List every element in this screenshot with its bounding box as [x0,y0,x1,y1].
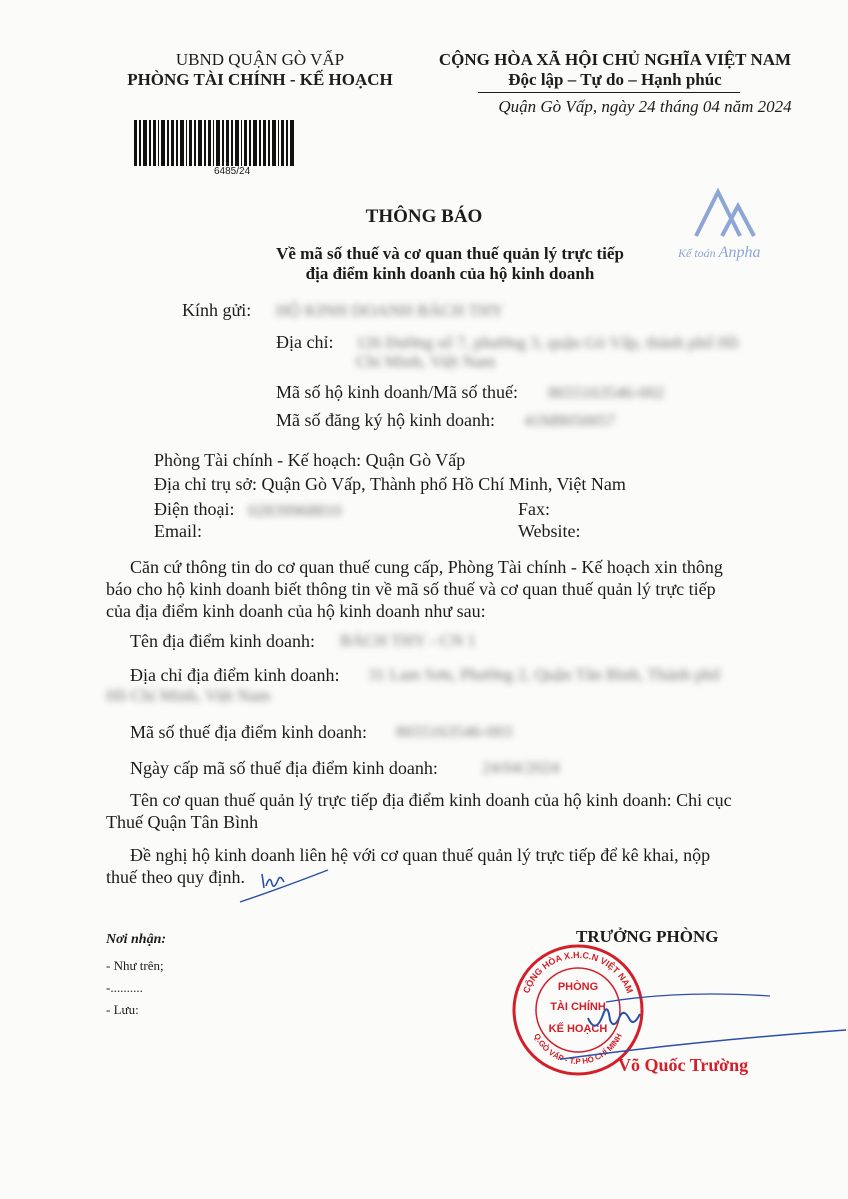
receiver-item-2: -.......... [106,980,143,995]
recipient-tax-label: Mã số hộ kinh doanh/Mã số thuế: [276,382,518,402]
location-address-wrap-1 [368,665,720,685]
motto-underline [478,92,740,93]
intro-line-1: Căn cứ thông tin do cơ quan thuế cung cấp, Phòng Tài chính - Kế hoạch xin thông [130,557,723,577]
signer-name: Võ Quốc Trường [618,1055,749,1075]
recipient-tax-wrap [548,383,664,403]
stamp-ring-top: CỘNG HÒA X.H.C.N VIỆT NAM [521,949,635,995]
document-subtitle-1: Về mã số thuế và cơ quan thuế quản lý trực tiếp [276,244,624,263]
receivers-title: Nơi nhận: [106,932,167,947]
recipient-reg-wrap [524,411,616,431]
document-subtitle-2: địa điểm kinh doanh của hộ kinh doanh [305,264,595,283]
document-title: THÔNG BÁO [365,206,483,227]
receiver-item-1: - Như trên; [106,958,164,973]
initials-mark [236,860,336,911]
request-line-1: Đề nghị hộ kinh doanh liên hệ với cơ quan thuế quản lý trực tiếp để kê khai, nộp [130,845,711,865]
stamp-line-2: TÀI CHÍNH [550,1001,606,1013]
issuing-department: PHÒNG TÀI CHÍNH - KẾ HOẠCH [127,70,393,89]
office-phone-label: Điện thoại: [154,499,235,519]
barcode-number: 6485/24 [214,166,251,177]
watermark-text-left: Kế toán [678,246,716,260]
location-tax-value: 8655163546-003 [396,722,513,741]
receiver-item-3: - Lưu: [106,1002,139,1017]
location-name-wrap [340,631,476,651]
location-address-line2: Hồ Chí Minh, Việt Nam [106,686,271,705]
intro-line-3: của địa điểm kinh doanh của hộ kinh doanh như sau: [106,601,486,621]
office-website-label: Website: [518,521,581,541]
recipient-name: HỘ KINH DOANH BÁCH THY [276,301,504,320]
recipient-label: Kính gửi: [182,300,252,320]
recipient-address-line2: Chí Minh, Việt Nam [356,352,496,371]
stamp-line-3: KẾ HOẠCH [548,1023,608,1035]
stamp-line-1: PHÒNG [557,981,599,993]
recipient-address-label: Địa chỉ: [276,332,334,352]
office-phone-wrap [248,501,342,521]
intro-line-2: báo cho hộ kinh doanh biết thông tin về mã số thuế và cơ quan thuế quản lý trực tiếp [106,579,716,599]
tax-issue-date-value: 24/04/2024 [482,758,560,777]
place-date: Quận Gò Vấp, ngày 24 tháng 04 năm 2024 [498,97,792,116]
office-address: Địa chỉ trụ sở: Quận Gò Vấp, Thành phố Hồ Chí Minh, Việt Nam [154,474,626,494]
office-fax-label: Fax: [518,499,551,519]
tax-authority-line-2: Thuế Quận Tân Bình [106,812,259,832]
recipient-value-wrap [276,301,503,321]
request-line-2: thuế theo quy định. [106,867,245,887]
recipient-address-wrap-1 [356,333,739,353]
recipient-tax-value: 8655163546-002 [548,383,665,402]
signer-title: TRƯỞNG PHÒNG [576,927,719,946]
tax-issue-date-label: Ngày cấp mã số thuế địa điểm kinh doanh: [130,758,438,778]
stamp-ring-bottom: Q.GÒ VẤP - T.P HỒ CHÍ MINH [532,1032,624,1067]
location-tax-label: Mã số thuế địa điểm kinh doanh: [130,722,367,742]
location-address-wrap-2 [106,686,270,706]
office-name: Phòng Tài chính - Kế hoạch: Quận Gò Vấp [154,450,466,470]
barcode [134,120,294,171]
office-email-label: Email: [154,521,202,541]
tax-authority-line-1: Tên cơ quan thuế quản lý trực tiếp địa điểm kinh doanh của hộ kinh doanh: Chi cục [130,790,732,810]
location-address-label: Địa chỉ địa điểm kinh doanh: [130,665,340,685]
recipient-address-line1: 126 Đường số 7, phường 3, quận Gò Vấp, thành phố Hồ [356,333,739,352]
office-phone-value: 02839968810 [248,501,342,520]
recipient-reg-label: Mã số đăng ký hộ kinh doanh: [276,410,495,430]
location-address-line1: 31 Lam Sơn, Phường 2, Quận Tân Bình, Thành phố [368,665,721,684]
recipient-reg-value: 41M8050057 [524,411,616,430]
national-motto: Độc lập – Tự do – Hạnh phúc [508,70,722,89]
location-tax-wrap [396,722,512,742]
issuing-authority: UBND QUẬN GÒ VẤP [175,50,345,69]
location-name-value: BÁCH THY - CN 1 [340,631,477,650]
watermark-text-right: Anpha [718,244,761,261]
country-name: CỘNG HÒA XÃ HỘI CHỦ NGHĨA VIỆT NAM [438,50,792,69]
recipient-address-wrap-2 [356,352,495,372]
tax-issue-date-wrap [482,758,559,778]
location-name-label: Tên địa điểm kinh doanh: [130,631,315,651]
